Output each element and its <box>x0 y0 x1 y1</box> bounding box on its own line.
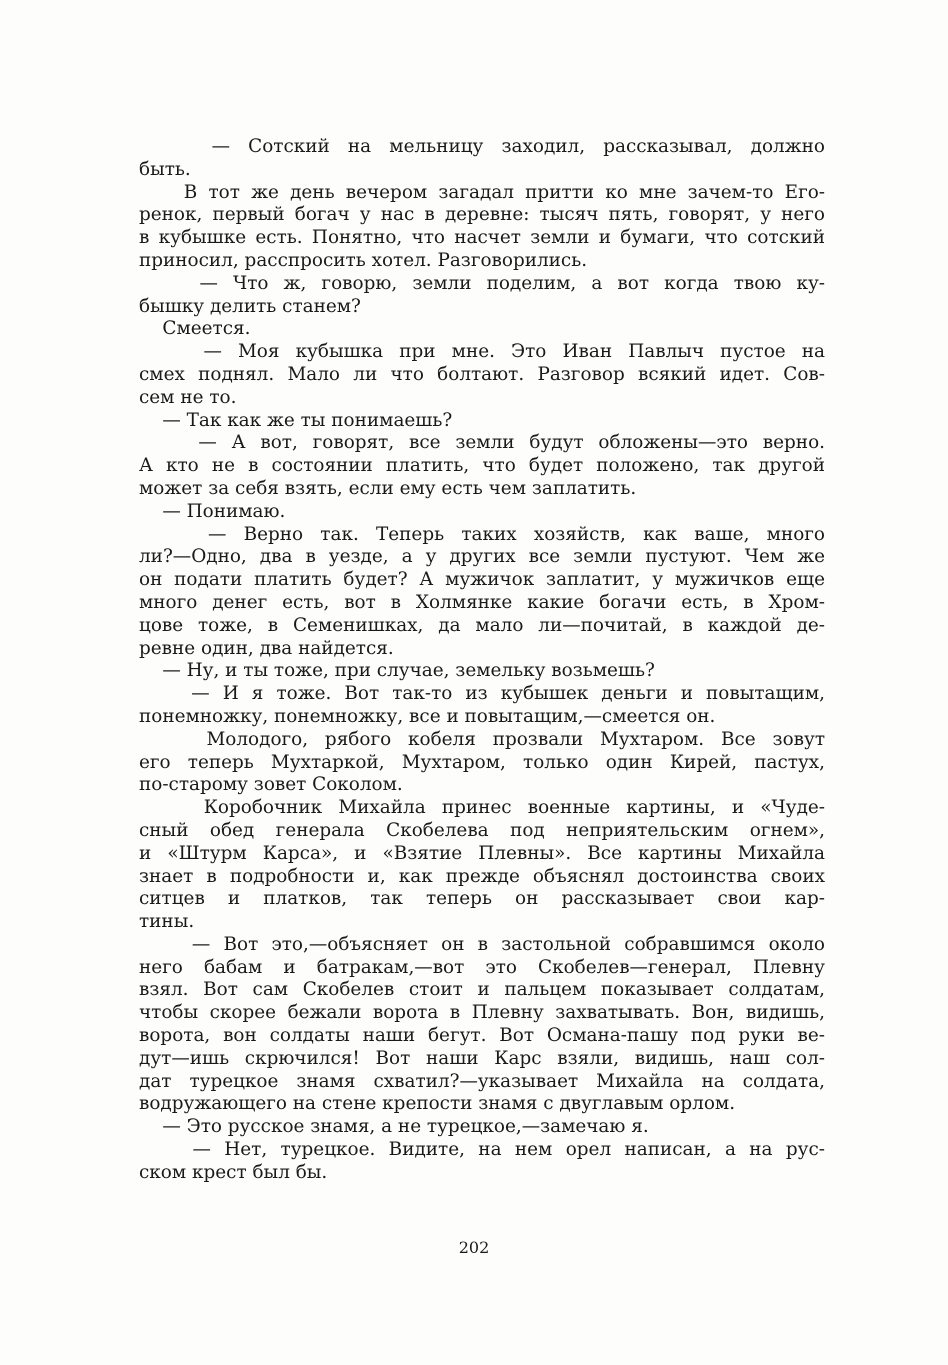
text-line: ситцев и платков, так теперь он рассказывает свои кар- <box>139 888 825 910</box>
text-line: — Моя кубышка при мне. Это Иван Павлыч пустое на <box>139 341 825 363</box>
text-line: Смеется. <box>139 318 251 340</box>
text-line: знает в подробности и, как прежде объяснял достоинства своих <box>139 865 825 887</box>
text-line: него бабам и батракам,—вот это Скобелев—генерал, Плевну <box>139 956 825 978</box>
text-line: ревне один, два найдется. <box>139 637 394 659</box>
page-body-text <box>139 136 825 1185</box>
text-line: — И я тоже. Вот так-то из кубышек деньги и повытащим, <box>139 683 825 705</box>
text-line: — Что ж, говорю, земли поделим, а вот когда твою ку- <box>139 272 825 294</box>
text-line: понемножку, понемножку, все и повытащим,—смеется он. <box>139 705 716 727</box>
text-line: приносил, расспросить хотел. Разговорились. <box>139 249 588 271</box>
text-line: по-старому зовет Соколом. <box>139 774 403 796</box>
text-line: дут—ишь скрючился! Вот наши Карс взяли, видишь, наш сол- <box>139 1047 825 1069</box>
text-line: ли?—Одно, два в уезде, а у других все земли пустуют. Чем же <box>139 546 825 568</box>
text-line: ском крест был бы. <box>139 1161 328 1183</box>
text-line: быть. <box>139 158 191 180</box>
text-line: — Нет, турецкое. Видите, на нем орел написан, а на рус- <box>139 1139 825 1161</box>
text-line: — А вот, говорят, все земли будут обложены—это верно. <box>139 432 825 454</box>
text-line: — Ну, и ты тоже, при случае, земельку возьмешь? <box>139 660 655 682</box>
text-line: — Верно так. Теперь таких хозяйств, как ваше, много <box>139 523 825 545</box>
text-line: тины. <box>139 911 195 933</box>
text-line: бышку делить станем? <box>139 295 361 317</box>
text-line: цове тоже, в Семенишках, да мало ли—почитай, в каждой де- <box>139 614 825 636</box>
text-line: сем не то. <box>139 386 237 408</box>
text-line: — Сотский на мельницу заходил, рассказывал, должно <box>139 136 825 157</box>
text-line: в кубышке есть. Понятно, что насчет земли и бумаги, что сотский <box>139 227 825 249</box>
text-line: Коробочник Михайла принес военные картины, и «Чуде- <box>139 797 825 819</box>
text-line: В тот же день вечером загадал притти ко мне зачем-то Его- <box>139 181 825 203</box>
text-line: его теперь Мухтаркой, Мухтаром, только один Кирей, пастух, <box>139 751 825 773</box>
text-line: и «Штурм Карса», и «Взятие Плевны». Все картины Михайла <box>139 842 825 864</box>
text-line: водружающего на стене крепости знамя с двуглавым орлом. <box>139 1093 736 1115</box>
text-line: много денег есть, вот в Холмянке какие богачи есть, в Хром- <box>139 591 825 613</box>
text-line: смех поднял. Мало ли что болтают. Разговор всякий идет. Сов- <box>139 363 825 385</box>
text-line: — Это русское знамя, а не турецкое,—замечаю я. <box>139 1116 649 1138</box>
page-number: 202 <box>458 1238 490 1257</box>
text-line: чтобы скорее бежали ворота в Плевну захватывать. Вон, видишь, <box>139 1002 825 1024</box>
text-line: он подати платить будет? А мужичок заплатит, у мужичков еще <box>139 569 825 591</box>
text-line: сный обед генерала Скобелева под неприятельским огнем», <box>139 819 825 841</box>
text-line: взял. Вот сам Скобелев стоит и пальцем показывает солдатам, <box>139 979 825 1001</box>
text-line: — Вот это,—объясняет он в застольной собравшимся около <box>139 933 825 955</box>
text-line: может за себя взять, если ему есть чем заплатить. <box>139 477 637 499</box>
text-line: ворота, вон солдаты наши бегут. Вот Османа-пашу под руки ве- <box>139 1025 825 1047</box>
text-line: дат турецкое знамя схватил?—указывает Михайла на солдата, <box>139 1070 825 1092</box>
text-line: — Понимаю. <box>139 500 286 522</box>
text-line: Молодого, рябого кобеля прозвали Мухтаром. Все зовут <box>139 728 825 750</box>
text-line: — Так как же ты понимаешь? <box>139 409 453 431</box>
text-line: ренок, первый богач у нас в деревне: тысяч пять, говорят, у него <box>139 204 825 226</box>
text-line: А кто не в состоянии платить, что будет положено, так другой <box>139 455 825 477</box>
